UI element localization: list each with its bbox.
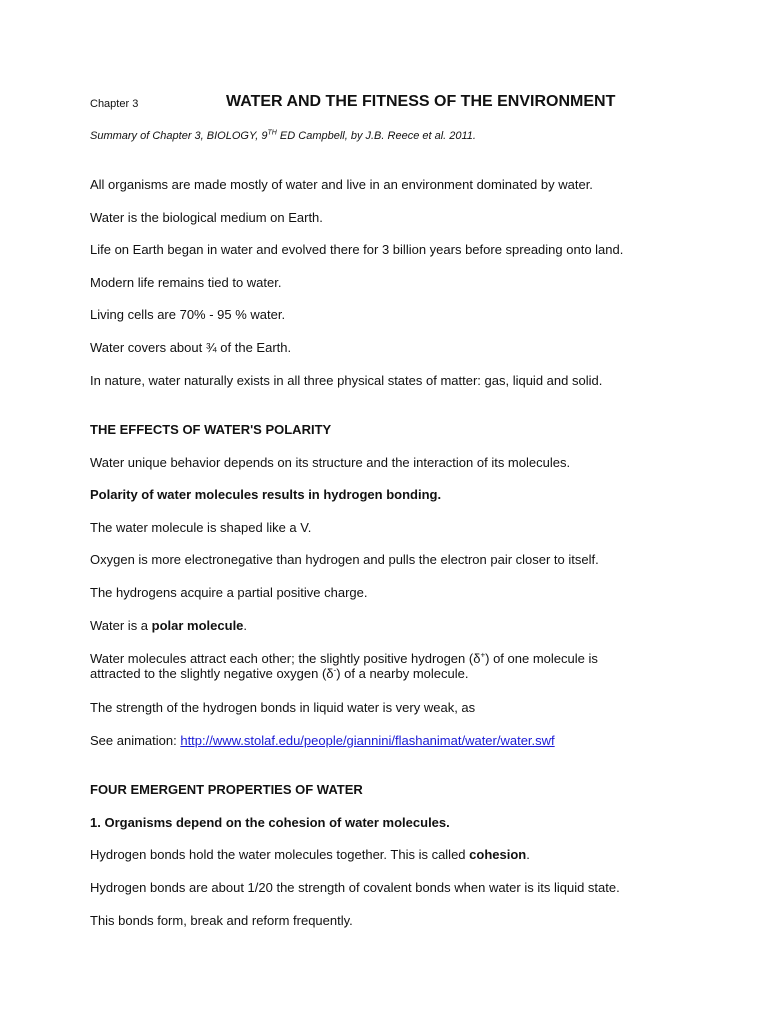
paragraph: This bonds form, break and reform frequently.: [90, 913, 353, 928]
paragraph: Hydrogen bonds are about 1/20 the strength of covalent bonds when water is its liquid state.: [90, 880, 620, 895]
paragraph: The strength of the hydrogen bonds in liquid water is very weak, as: [90, 700, 476, 715]
intro-paragraph: Living cells are 70% - 95 % water.: [90, 307, 286, 322]
page-title: WATER AND THE FITNESS OF THE ENVIRONMENT: [226, 93, 616, 110]
text: .: [526, 847, 530, 862]
summary-text: Summary of Chapter 3, BIOLOGY, 9: [90, 130, 268, 142]
text: Water is a: [90, 618, 152, 633]
paragraph: The hydrogens acquire a partial positive charge.: [90, 585, 368, 600]
intro-paragraph: In nature, water naturally exists in all three physical states of matter: gas, liquid and solid.: [90, 373, 603, 388]
delta-plus: +: [480, 650, 486, 660]
summary-text-rest: ED Campbell, by J.B. Reece et al. 2011.: [276, 130, 476, 142]
text: See animation:: [90, 733, 181, 748]
animation-link[interactable]: http://www.stolaf.edu/people/giannini/flashanimat/water/water.swf: [180, 733, 555, 748]
intro-paragraph: Water covers about ¾ of the Earth.: [90, 340, 292, 355]
subheading-cohesion: 1. Organisms depend on the cohesion of water molecules.: [90, 815, 450, 830]
summary-sup: TH: [267, 129, 277, 137]
text: Hydrogen bonds hold the water molecules together. This is called: [90, 847, 470, 862]
section-heading-emergent: FOUR EMERGENT PROPERTIES OF WATER: [90, 782, 363, 797]
section-heading-polarity: THE EFFECTS OF WATER'S POLARITY: [90, 422, 332, 437]
paragraph-attraction: [90, 651, 650, 681]
intro-paragraph: Life on Earth began in water and evolved there for 3 billion years before spreading onto land.: [90, 242, 624, 257]
delta-minus: -: [333, 665, 337, 675]
text: .: [243, 618, 248, 633]
subheading-hydrogen-bonding: Polarity of water molecules results in hydrogen bonding.: [90, 487, 442, 502]
bold-term: polar molecule: [151, 618, 244, 633]
intro-paragraph: All organisms are made mostly of water and live in an environment dominated by water.: [90, 177, 593, 192]
paragraph-polar-molecule: [90, 618, 247, 633]
bold-term: cohesion: [469, 847, 527, 862]
paragraph: The water molecule is shaped like a V.: [90, 520, 312, 535]
text: ) of a nearby molecule.: [336, 666, 469, 681]
paragraph-cohesion: [90, 847, 530, 862]
paragraph: Water unique behavior depends on its structure and the interaction of its molecules.: [90, 455, 571, 470]
text: Water molecules attract each other; the slightly positive hydrogen (δ: [90, 651, 481, 666]
chapter-label: Chapter 3: [90, 98, 139, 110]
intro-paragraph: Water is the biological medium on Earth.: [90, 210, 323, 225]
summary-line: [90, 130, 476, 142]
text: ) of one molecule is attracted to the slightly negative oxygen (δ: [90, 651, 598, 681]
paragraph: Oxygen is more electronegative than hydrogen and pulls the electron pair closer to itself.: [90, 552, 599, 567]
paragraph-animation: [90, 733, 555, 748]
intro-paragraph: Modern life remains tied to water.: [90, 275, 282, 290]
